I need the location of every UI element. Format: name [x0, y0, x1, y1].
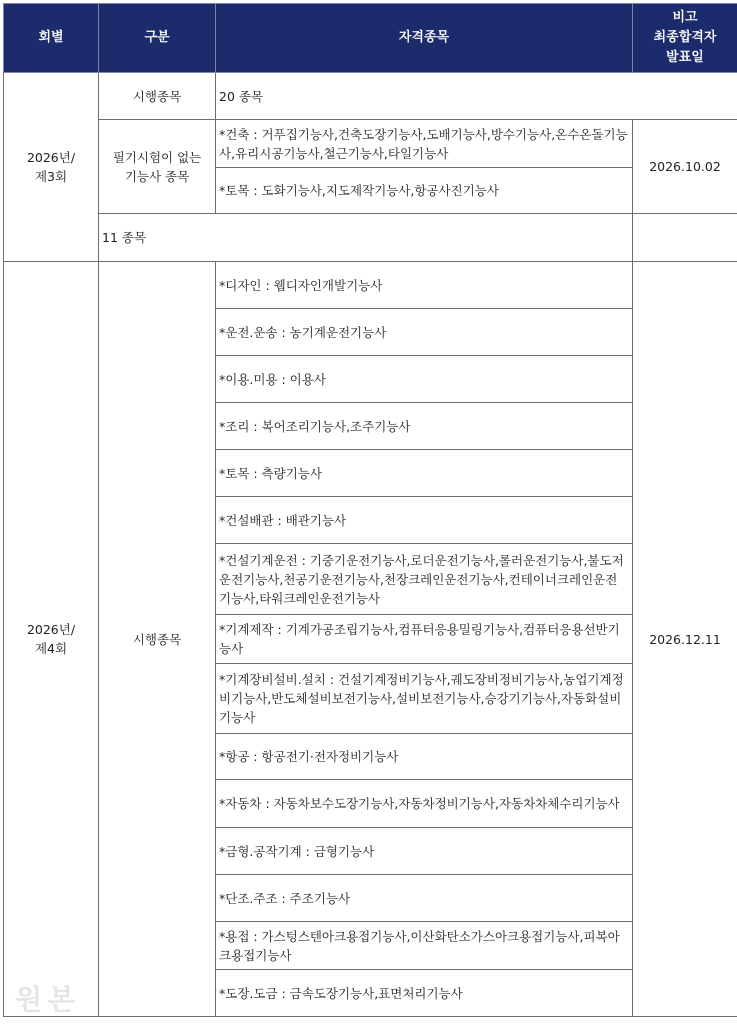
round4-announce-date: 2026.12.11	[633, 262, 737, 1017]
round4-item: *기계제작 : 기계가공조립기능사,컴퓨터응용밀링기능사,컴퓨터응용선반기능사	[216, 615, 633, 664]
header-remark	[633, 4, 737, 73]
round4-exam-label: 시행종목	[99, 262, 216, 1017]
round4-item: *용접 : 가스텅스텐아크용접기능사,이산화탄소가스아크용접기능사,피복아크용접기능사	[216, 922, 633, 970]
round4-item: *운전.운송 : 농기계운전기능사	[216, 309, 633, 356]
round4-number: 제4회	[34, 641, 68, 656]
header-row	[4, 4, 737, 73]
round4-item: *기계장비설비.설치 : 건설기계정비기능사,궤도장비정비기능사,농업기계정비기능사,반도체설비보전기능사,설비보전기능사,승강기기능사,자동화설비기능사	[216, 664, 633, 734]
watermark: 원본	[14, 983, 82, 1016]
round4-item: *항공 : 항공전기·전자정비기능사	[216, 734, 633, 780]
round3-year: 2026년/	[26, 150, 76, 165]
round3-nowritten-item: *토목 : 도화기능사,지도제작기능사,항공사진기능사	[216, 168, 633, 214]
round4-year: 2026년/	[26, 622, 76, 637]
round3-exam-label: 시행종목	[99, 73, 216, 120]
header-qualification: 자격종목	[216, 4, 633, 73]
exam-schedule-table	[3, 3, 737, 1017]
header-category: 구분	[99, 4, 216, 73]
round3-cell	[4, 73, 99, 262]
header-remark-line: 비고	[672, 10, 698, 25]
round4-item: *이용.미용 : 이용사	[216, 356, 633, 403]
round4-item: *금형.공작기계 : 금형기능사	[216, 828, 633, 875]
header-remark-line: 발표일	[666, 50, 704, 65]
round3-nowritten-label-line: 기능사 종목	[124, 168, 190, 184]
round4-item: *건설기계운전 : 기중기운전기능사,로더운전기능사,롤러운전기능사,불도저운전기능사,천공기운전기능사,천장크레인운전기능사,컨테이너크레인운전기능사,타워크레인운전기능사	[216, 544, 633, 615]
round4-item: *단조.주조 : 주조기능사	[216, 875, 633, 922]
table-row	[4, 73, 737, 120]
round3-announce-date: 2026.10.02	[633, 120, 737, 214]
round4-item: *도장.도금 : 금속도장기능사,표면처리기능사	[216, 970, 633, 1017]
header-remark-line: 최종합격자	[653, 30, 717, 45]
header-round: 회별	[4, 4, 99, 73]
round4-item: *자동차 : 자동차보수도장기능사,자동차정비기능사,자동차차체수리기능사	[216, 780, 633, 828]
round3-number: 제3회	[34, 169, 68, 184]
round3-nowritten-item: *건축 : 거푸집기능사,건축도장기능사,도배기능사,방수기능사,온수온돌기능사,유리시공기능사,철근기능사,타일기능사	[216, 120, 633, 168]
round3-exam-count: 20 종목	[216, 73, 737, 120]
round4-item: *조리 : 복어조리기능사,조주기능사	[216, 403, 633, 450]
round3-nowritten-label	[99, 120, 216, 214]
round4-item: *토목 : 측량기능사	[216, 450, 633, 497]
round3-nowritten-label-line: 필기시험이 없는	[112, 149, 202, 165]
round4-cell	[4, 262, 99, 1017]
table-row	[4, 262, 737, 309]
table-row	[4, 120, 737, 168]
round4-item: *건설배관 : 배관기능사	[216, 497, 633, 544]
round4-exam-count: 11 종목	[99, 214, 633, 262]
round4-item: *디자인 : 웹디자인개발기능사	[216, 262, 633, 309]
table-row	[4, 214, 737, 262]
